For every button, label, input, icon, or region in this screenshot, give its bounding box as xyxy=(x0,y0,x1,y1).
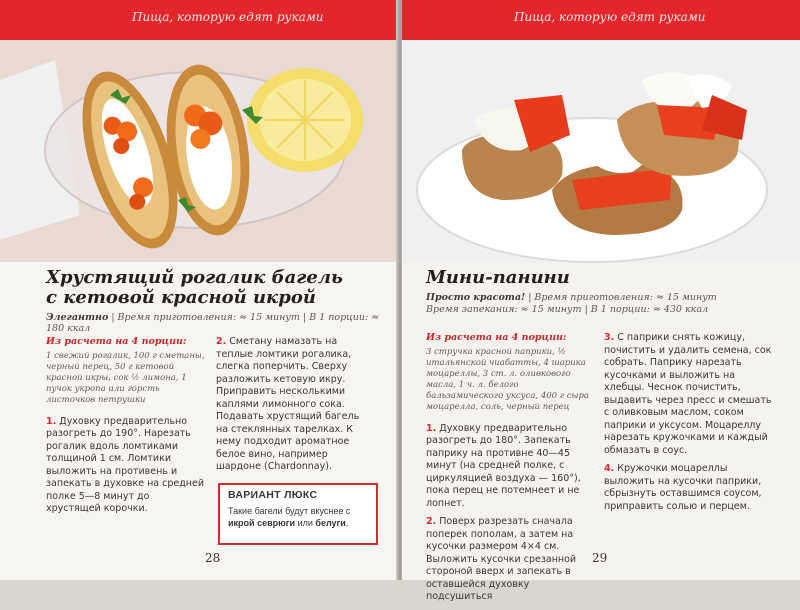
right-running-header xyxy=(402,0,800,40)
servings-heading: Из расчета на 4 порции: xyxy=(46,336,187,347)
recipe-title: Мини-панини xyxy=(426,267,570,288)
variant-highlight-2: белуги xyxy=(315,518,346,528)
page-number-right: 29 xyxy=(592,551,608,565)
step-text: С паприки снять кожицу, почистить и удалить семена, сок собрать. Паприку нарезать кусочками и выложить на хлебцы. Чеснок почистить, выдавить через пресс и смешать с оливковым маслом, соком паприки и уксусом. Моцареллу нарезать кружочками и каждый обмазать в соус. xyxy=(604,332,772,456)
step-number: 2. xyxy=(426,516,437,527)
step-text: Поверх разрезать сначала поперек пополам, а затем на кусочки размером 4×4 см. Выложить кусочки срезанной стороной вверх и запекать в оставшейся духовку подсушиться xyxy=(426,516,577,602)
recipe-style: Элегантно xyxy=(46,312,109,323)
meta-separator: | xyxy=(108,312,118,323)
step-1 xyxy=(46,416,206,516)
variant-text-post: . xyxy=(345,518,349,528)
servings-heading: Из расчета на 4 порции: xyxy=(426,332,567,343)
right-page xyxy=(402,0,800,602)
step-number: 3. xyxy=(604,332,615,343)
step-2 xyxy=(216,336,374,474)
ingredients-list: 1 свежий рогалик, 100 г сметаны, черный перец, 50 г кетовой красной икры, сок ½ лимона, 1 пучок укропа или горсть листочков петрушки xyxy=(46,350,205,405)
prep-time: Время приготовления: ≈ 15 минут xyxy=(534,292,717,303)
step-text: Сметану намазать на теплые ломтики рогалика, слегка поперчить. Сверху разложить кетовую икру. Приправить несколькими каплями лимонного сока. Подавать хрустящий багель на стеклянных тарелках. К нему подходит ароматное белое вино, например шардоне (Chardonnay). xyxy=(216,336,360,472)
calories: В 1 порции: ≈ 180 ккал xyxy=(46,312,380,334)
recipe-title-line1: Хрустящий рогалик багель xyxy=(46,267,343,288)
mini-panini-photo xyxy=(402,40,800,262)
meta-separator: | xyxy=(525,292,535,303)
left-column-2 xyxy=(216,336,374,480)
left-column-1 xyxy=(46,336,206,522)
right-column-2 xyxy=(604,332,772,519)
recipe-title xyxy=(46,268,343,308)
recipe-style: Просто красота! xyxy=(426,292,526,303)
recipe-title-line2: с кетовой красной икрой xyxy=(46,287,316,308)
variant-box xyxy=(218,483,378,545)
step-text: Кружочки моцареллы выложить на кусочки паприки, сбрызнуть оставшимся соусом, приправить солью и перцем. xyxy=(604,463,762,512)
left-running-header xyxy=(0,0,398,40)
bake-time: Время запекания: ≈ 15 минут xyxy=(426,304,582,315)
variant-text xyxy=(228,505,370,529)
step-text: Духовку предварительно разогреть до 180°. Запекать паприку на противне 40—45 минут (на средней полке, с циркуляцией воздуха — 160°), пока перец не потемнеет и не лопнет. xyxy=(426,422,581,509)
prep-time: Время приготовления: ≈ 15 минут xyxy=(117,312,300,323)
step-number: 4. xyxy=(604,463,615,474)
recipe-meta xyxy=(46,312,398,334)
step-text: Духовку предварительно разогреть до 190°. Нарезать рогалик вдоль ломтиками толщиной 1 см. Ломтики выложить на противень и запекать в духовке на средней полке 5—8 минут до хрустящей корочки. xyxy=(46,415,205,514)
page-number-left: 28 xyxy=(205,551,221,565)
right-column-1 xyxy=(426,332,596,610)
bagel-caviar-photo xyxy=(0,40,398,262)
step-1 xyxy=(426,423,596,511)
recipe-meta xyxy=(426,292,717,303)
calories: В 1 порции: ≈ 430 ккал xyxy=(590,304,709,315)
variant-heading: ВАРИАНТ ЛЮКС xyxy=(228,489,318,501)
step-number: 1. xyxy=(46,415,57,427)
variant-highlight-1: икрой севрюги xyxy=(228,518,296,528)
step-number: 2. xyxy=(216,336,227,347)
meta-separator: | xyxy=(581,304,591,315)
bagel-caviar-illustration xyxy=(0,40,398,262)
right-running-header-text: Пища, которую едят руками xyxy=(514,10,706,24)
step-3 xyxy=(604,332,772,457)
mini-panini-illustration xyxy=(402,40,800,262)
step-4 xyxy=(604,463,772,513)
left-running-header-text: Пища, которую едят руками xyxy=(132,10,324,24)
variant-text-mid: или xyxy=(295,518,316,528)
meta-separator: | xyxy=(299,312,310,323)
ingredients-list: 3 стручка красной паприки, ½ итальянской чиабатты, 4 шарика моцареллы, 3 ст. л. оливкового масла, 1 ч. л. белого бальзамического уксуса, 400 г сыра моцарелла, соль, черный перец xyxy=(426,346,589,412)
variant-text-pre: Такие багели будут вкуснее с xyxy=(228,506,351,516)
left-page xyxy=(0,0,398,580)
recipe-meta-line2 xyxy=(426,304,708,315)
step-2 xyxy=(426,516,596,604)
step-number: 1. xyxy=(426,422,437,434)
